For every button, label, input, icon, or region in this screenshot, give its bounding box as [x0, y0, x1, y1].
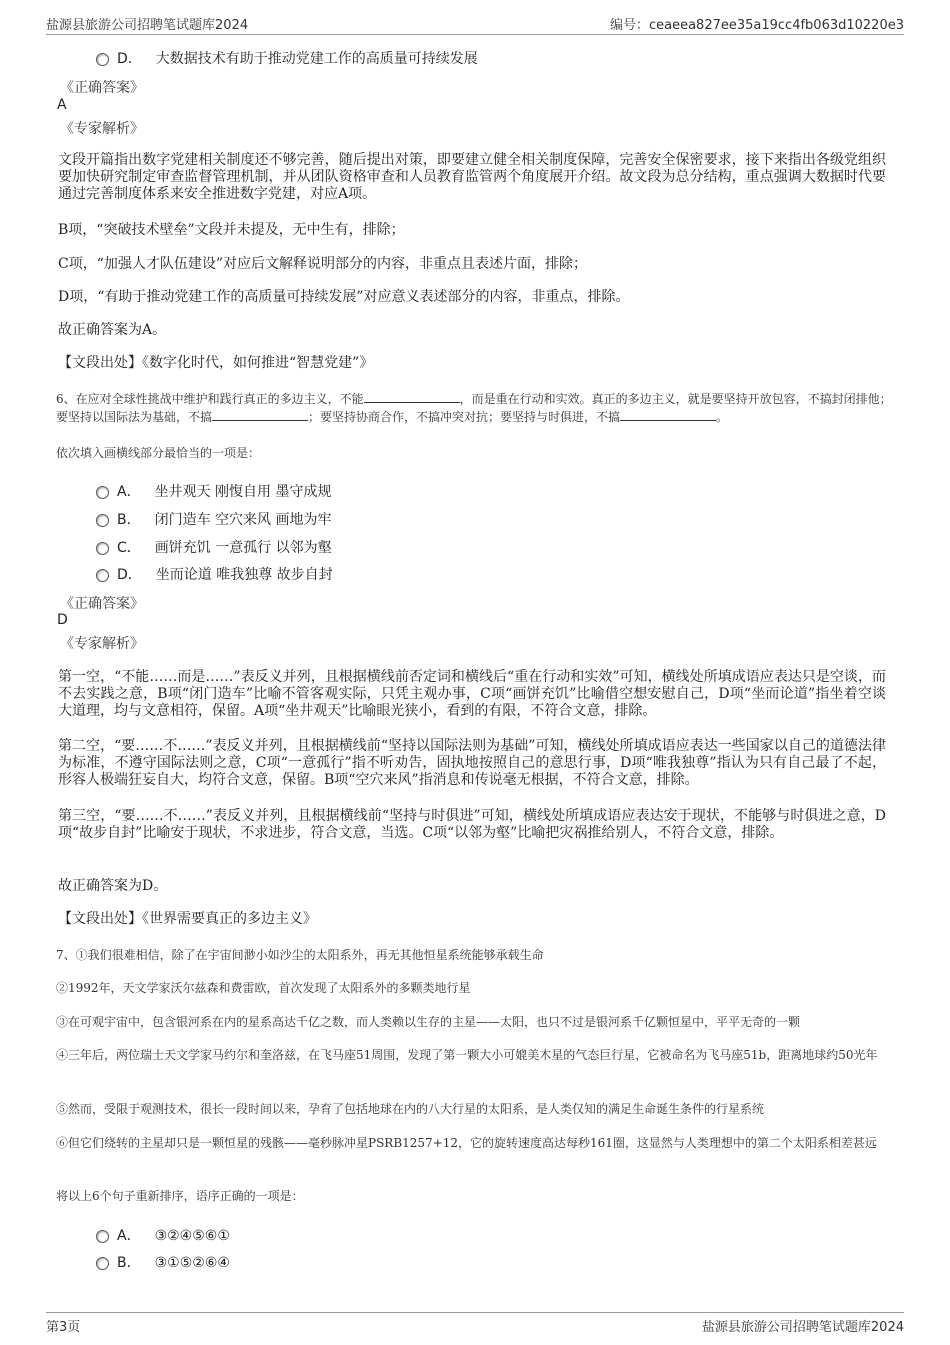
- sentence: ②1992年，天文学家沃尔兹森和费雷欧，首次发现了太阳系外的多颗类地行星: [56, 981, 471, 995]
- option-text: 闭门造车 空穴来风 画地为牢: [154, 512, 332, 528]
- radio-icon[interactable]: [96, 1257, 109, 1270]
- analysis-label: 《专家解析》: [60, 121, 144, 137]
- footer-title: 盐源县旅游公司招聘笔试题库2024: [701, 1320, 904, 1335]
- option-letter: A．: [117, 484, 141, 500]
- sentence: 7、①我们很难相信，除了在宇宙间渺小如沙尘的太阳系外，再无其他恒星系统能够承载生命: [56, 948, 544, 962]
- question-instruction: 将以上6个句子重新排序，语序正确的一项是：: [56, 1189, 304, 1203]
- fill-blank: [212, 408, 308, 421]
- sentence: ③在可观宇宙中，包含银河系在内的星系高达千亿之数，而人类赖以生存的主星——太阳，也只不过是银河系千亿颗恒星中，平平无奇的一颗: [56, 1015, 801, 1029]
- radio-icon[interactable]: [96, 53, 109, 66]
- answer-label: 《正确答案》: [60, 80, 144, 96]
- q5-option-d[interactable]: [96, 48, 478, 68]
- page-footer: [46, 1312, 904, 1335]
- option-letter: A．: [117, 1228, 141, 1244]
- option-text: 大数据技术有助于推动党建工作的高质量可持续发展: [155, 51, 478, 67]
- fill-blank: [364, 390, 460, 403]
- page-number: 第3页: [46, 1320, 81, 1335]
- option-text: 画饼充饥 一意孤行 以邻为壑: [154, 540, 332, 556]
- sentence: ④三年后，两位瑞士天文学家马约尔和奎洛兹，在飞马座51周围，发现了第一颗大小可媲美木星的气态巨行星，它被命名为飞马座51b，距离地球约50光年: [56, 1048, 878, 1062]
- option-text: 坐而论道 唯我独尊 故步自封: [155, 567, 333, 583]
- option-text: 坐井观天 刚愎自用 墨守成规: [154, 484, 332, 500]
- header-title: 盐源县旅游公司招聘笔试题库2024: [46, 18, 249, 33]
- option-letter: D．: [117, 567, 142, 583]
- sentence: ⑥但它们绕转的主星却只是一颗恒星的残骸——毫秒脉冲星PSRB1257+12，它的旋转速度高达每秒161圈，这显然与人类理想中的第二个太阳系相差甚远: [56, 1136, 877, 1150]
- option-letter: C．: [117, 540, 141, 556]
- fill-blank: [620, 408, 716, 421]
- stem-text: ；要坚持协商合作，不搞冲突对抗；要坚持与时俱进，不搞: [308, 410, 621, 424]
- analysis-paragraph: 第三空，“要……不……”表反义并列，且根据横线前“坚持与时俱进”可知，横线处所填成语应表达安于现状，不能够与时俱进之意，D项“故步自封”比喻安于现状，不求进步，符合文意，当选。C项“以邻为壑”比喻把灾祸推给别人，不符合文意，排除。: [58, 808, 886, 841]
- header-doc-id: 编号：ceaeea827ee35a19cc4fb063d10220e3: [609, 18, 904, 33]
- analysis-conclusion: 故正确答案为A。: [58, 322, 167, 338]
- q6-option-c[interactable]: [96, 537, 332, 557]
- q6-option-d[interactable]: [96, 564, 333, 584]
- q7-option-b[interactable]: [96, 1252, 230, 1272]
- question-stem: [56, 390, 896, 426]
- q6-option-a[interactable]: [96, 481, 331, 501]
- radio-icon[interactable]: [96, 569, 109, 582]
- q7-option-a[interactable]: [96, 1225, 230, 1245]
- analysis-paragraph: 文段开篇指出数字党建相关制度还不够完善，随后提出对策，即要建立健全相关制度保障，完善安全保密要求，接下来指出各级党组织要加快研究制定审查监督管理机制，并从团队资格审查和人员教育监管两个角度展开介绍。故文段为总分结构，重点强调大数据时代要通过完善制度体系来安全推进数字党建，对应A项。: [58, 152, 886, 202]
- option-text: ③①⑤②⑥④: [154, 1255, 230, 1271]
- option-letter: B．: [117, 512, 141, 528]
- analysis-conclusion: 故正确答案为D。: [58, 878, 168, 894]
- stem-text: 6、在应对全球性挑战中维护和践行真正的多边主义，不能: [56, 392, 364, 406]
- analysis-label: 《专家解析》: [60, 636, 144, 652]
- source-citation: 【文段出处】《世界需要真正的多边主义》: [58, 911, 317, 927]
- option-letter: D．: [117, 51, 142, 67]
- option-letter: B．: [117, 1255, 141, 1271]
- analysis-paragraph: 第一空，“不能……而是……”表反义并列，且根据横线前否定词和横线后“重在行动和实效”可知，横线处所填成语应表达只是空谈，而不去实践之意，B项“闭门造车”比喻不管客观实际，只凭主观办事，C项“画饼充饥”比喻借空想安慰自己，D项“坐而论道”指坐着空谈大道理，均与文意相符，保留。A项“坐井观天”比喻眼光狭小，看到的有限，不符合文意，排除。: [58, 669, 886, 719]
- page-header: [46, 12, 904, 35]
- analysis-paragraph: 第二空，“要……不……”表反义并列，且根据横线前“坚持以国际法则为基础”可知，横线处所填成语应表达一些国家以自己的道德法律为标准，不遵守国际法则之意，C项“一意孤行”指不听劝告，固执地按照自己的意思行事，D项“唯我独尊”指认为只有自己最了不起，形容人极端狂妄自大，均符合文意，保留。B项“空穴来风”指消息和传说毫无根据，不符合文意，排除。: [58, 738, 886, 788]
- stem-text: ，而是重在行动和实效。真正的多边主义，就是要坚持开放包容，不搞封闭排他；要坚持以国际法为基础，不搞: [56, 392, 892, 424]
- question-instruction: 依次填入画横线部分最恰当的一项是：: [56, 446, 261, 460]
- option-text: ③②④⑤⑥①: [154, 1228, 230, 1244]
- stem-text: 。: [716, 410, 729, 424]
- analysis-paragraph: D项，“有助于推动党建工作的高质量可持续发展”对应意义表述部分的内容，非重点，排除。: [58, 289, 630, 305]
- q6-option-b[interactable]: [96, 509, 332, 529]
- sentence: ⑤然而，受限于观测技术，很长一段时间以来，孕育了包括地球在内的八大行星的太阳系，是人类仅知的满足生命诞生条件的行星系统: [56, 1102, 765, 1116]
- radio-icon[interactable]: [96, 542, 109, 555]
- analysis-paragraph: B项，“突破技术壁垒”文段并未提及，无中生有，排除；: [58, 222, 405, 238]
- answer-value: D: [57, 612, 68, 628]
- radio-icon[interactable]: [96, 1230, 109, 1243]
- radio-icon[interactable]: [96, 486, 109, 499]
- source-citation: 【文段出处】《数字化时代，如何推进“智慧党建”》: [58, 355, 374, 371]
- answer-value: A: [57, 97, 67, 113]
- radio-icon[interactable]: [96, 514, 109, 527]
- answer-label: 《正确答案》: [60, 596, 144, 612]
- analysis-paragraph: C项，“加强人才队伍建设”对应后文解释说明部分的内容，非重点且表述片面，排除；: [58, 256, 588, 272]
